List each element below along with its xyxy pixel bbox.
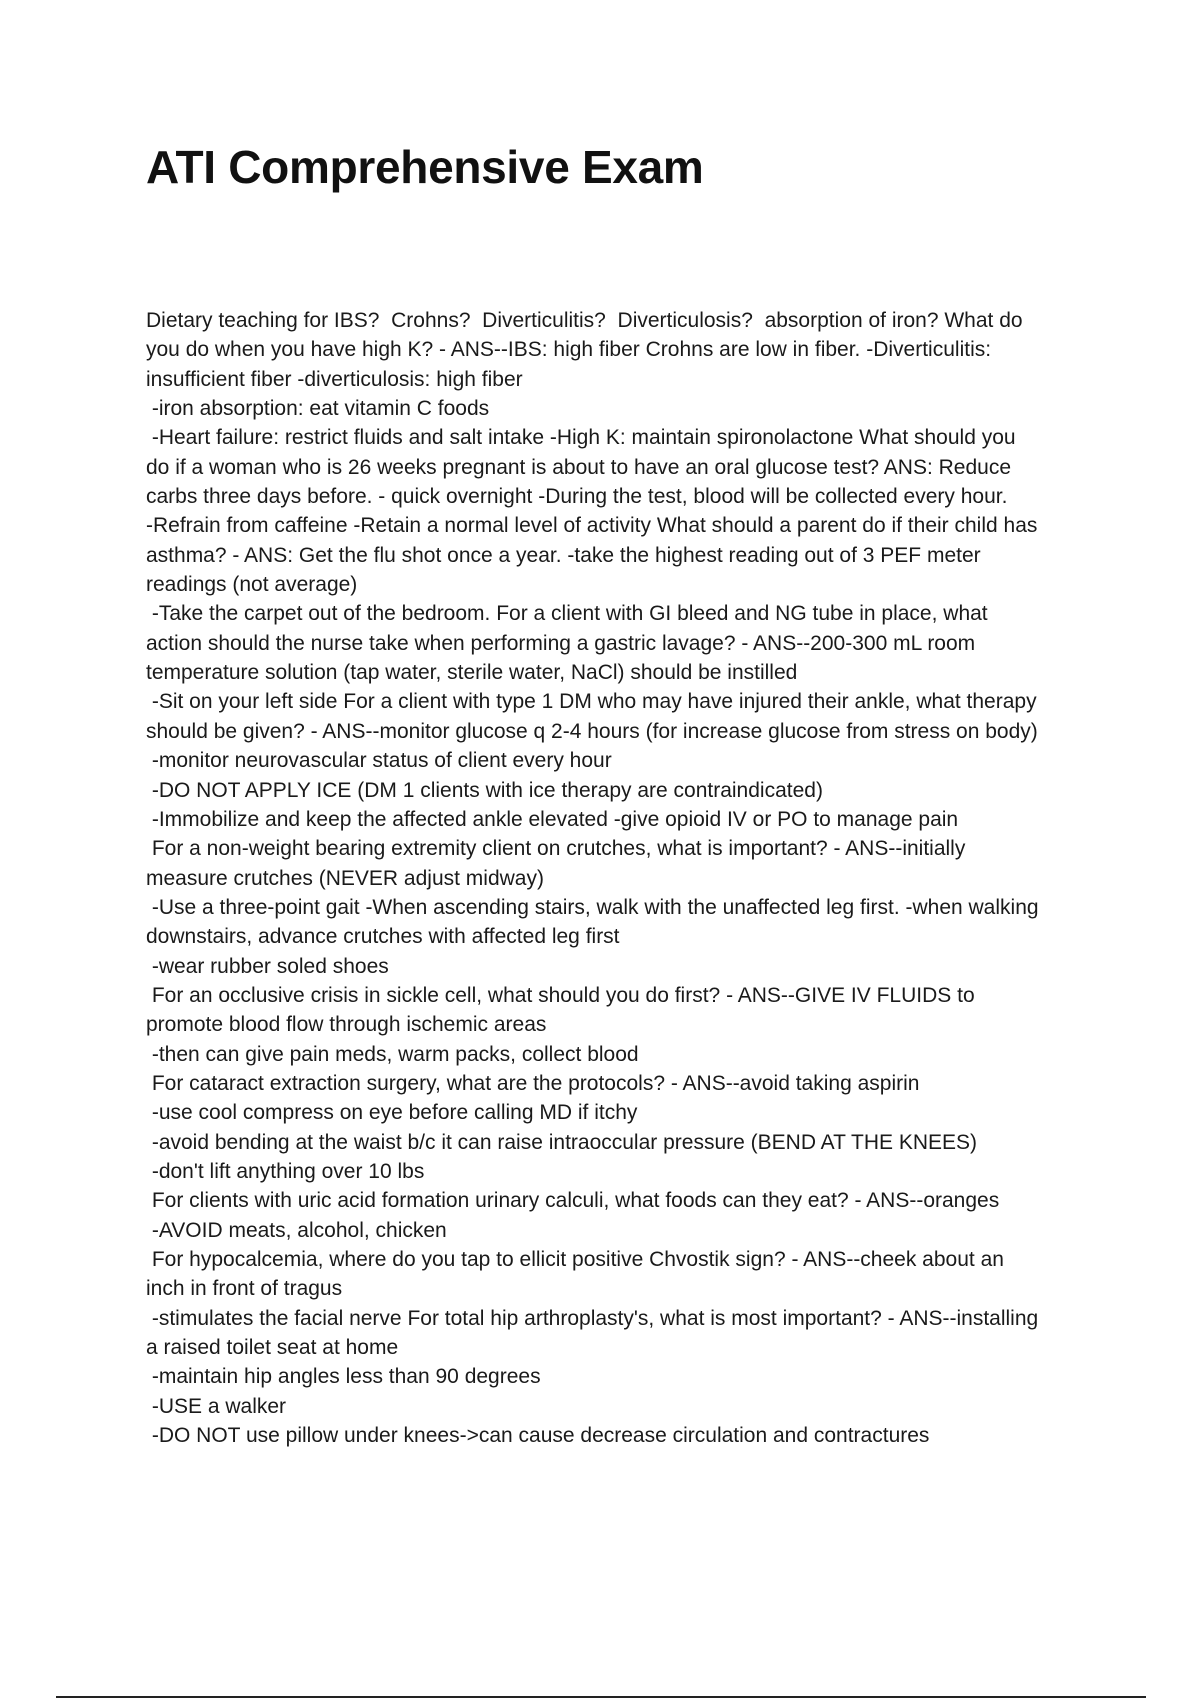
text-line: do if a woman who is 26 weeks pregnant is about to have an oral glucose test? ANS: Reduce [146, 455, 1012, 479]
text-line: action should the nurse take when performing a gastric lavage? - ANS--200-300 mL room [146, 631, 976, 655]
text-line: -Heart failure: restrict fluids and salt intake -High K: maintain spironolactone What should you [146, 426, 1016, 450]
text-line: -iron absorption: eat vitamin C foods [146, 397, 490, 421]
text-line: promote blood flow through ischemic areas [146, 1013, 547, 1037]
text-line: asthma? - ANS: Get the flu shot once a year. -take the highest reading out of 3 PEF meter [146, 543, 981, 567]
text-line: downstairs, advance crutches with affected leg first [146, 925, 620, 949]
text-line: -Sit on your left side For a client with type 1 DM who may have injured their ankle, what therapy [146, 690, 1037, 714]
text-line: -DO NOT use pillow under knees->can cause decrease circulation and contractures [146, 1424, 930, 1448]
footer-divider [56, 1696, 1146, 1698]
text-line: -monitor neurovascular status of client every hour [146, 749, 612, 773]
text-line: -Refrain from caffeine -Retain a normal level of activity What should a parent do if their child has [146, 514, 1038, 538]
text-line: should be given? - ANS--monitor glucose q 2-4 hours (for increase glucose from stress on body) [146, 719, 1038, 743]
text-line: readings (not average) [146, 573, 358, 597]
text-line: Dietary teaching for IBS? Crohns? Diverticulitis? Diverticulosis? absorption of iron? What do [146, 309, 1023, 332]
text-line: -USE a walker [146, 1394, 287, 1418]
text-line: -don't lift anything over 10 lbs [146, 1159, 425, 1183]
text-line: -Immobilize and keep the affected ankle elevated -give opioid IV or PO to manage pain [146, 807, 959, 831]
text-line: -AVOID meats, alcohol, chicken [146, 1218, 447, 1242]
text-line: -avoid bending at the waist b/c it can raise intraoccular pressure (BEND AT THE KNEES) [146, 1130, 978, 1154]
page-title: ATI Comprehensive Exam [146, 141, 704, 193]
text-line: For cataract extraction surgery, what are the protocols? - ANS--avoid taking aspirin [146, 1071, 920, 1095]
text-line: For a non-weight bearing extremity client on crutches, what is important? - ANS--initially [146, 837, 966, 861]
document-body [146, 306, 1096, 1450]
text-line: insufficient fiber -diverticulosis: high fiber [146, 367, 523, 391]
text-line: inch in front of tragus [146, 1277, 343, 1301]
text-line: temperature solution (tap water, sterile water, NaCl) should be instilled [146, 661, 798, 685]
text-line: -then can give pain meds, warm packs, collect blood [146, 1042, 639, 1066]
text-line: For hypocalcemia, where do you tap to ellicit positive Chvostik sign? - ANS--cheek about an [146, 1248, 1004, 1271]
text-line: measure crutches (NEVER adjust midway) [146, 866, 544, 890]
text-line: -Take the carpet out of the bedroom. For a client with GI bleed and NG tube in place, what [146, 602, 988, 626]
text-line: -stimulates the facial nerve For total hip arthroplasty's, what is most important? - ANS--installing [146, 1306, 1039, 1330]
text-line: -Use a three-point gait -When ascending stairs, walk with the unaffected leg first. -when walking [146, 895, 1039, 919]
text-line: -DO NOT APPLY ICE (DM 1 clients with ice therapy are contraindicated) [146, 778, 823, 802]
text-line: you do when you have high K? - ANS--IBS: high fiber Crohns are low in fiber. -Diverticulitis: [146, 338, 992, 362]
text-line: For clients with uric acid formation urinary calculi, what foods can they eat? - ANS--oranges [146, 1189, 1000, 1213]
text-line: carbs three days before. - quick overnight -During the test, blood will be collected every hour. [146, 485, 1008, 509]
text-line: a raised toilet seat at home [146, 1336, 399, 1360]
text-line: -maintain hip angles less than 90 degrees [146, 1365, 541, 1389]
text-line: For an occlusive crisis in sickle cell, what should you do first? - ANS--GIVE IV FLUIDS to [146, 983, 975, 1007]
text-line: -wear rubber soled shoes [146, 954, 389, 978]
text-line: -use cool compress on eye before calling MD if itchy [146, 1101, 638, 1125]
